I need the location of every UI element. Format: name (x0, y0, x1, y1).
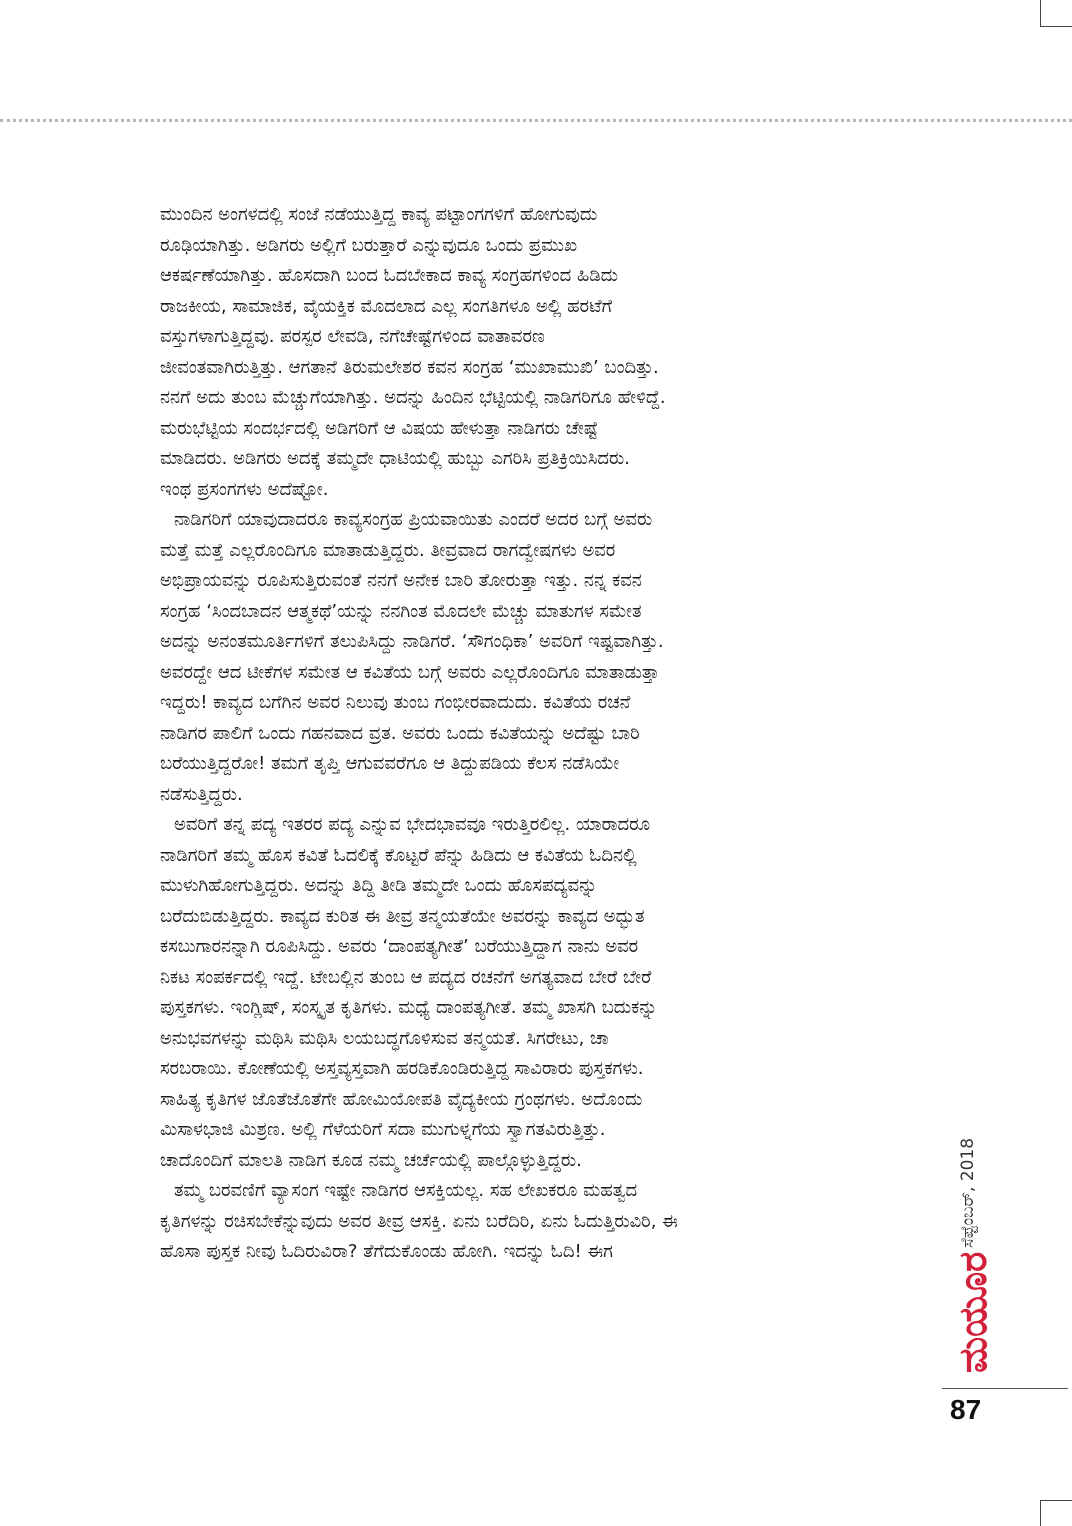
magazine-logo: ಮಯೂರ (951, 1251, 995, 1373)
article-line: ರಾಜಕೀಯ, ಸಾಮಾಜಿಕ, ವೈಯಕ್ತಿಕ ಮೊದಲಾದ ಎಲ್ಲ ಸಂಗತಿಗಳೂ ಅಲ್ಲಿ ಹರಟೆಗೆ (160, 295, 613, 317)
article-line: ಚಾದೊಂದಿಗೆ ಮಾಲತಿ ನಾಡಿಗ ಕೂಡ ನಮ್ಮ ಚರ್ಚೆಯಲ್ಲಿ ಪಾಲ್ಗೊಳ್ಳುತ್ತಿದ್ದರು. (160, 1149, 582, 1171)
article-line: ಆಕರ್ಷಣೆಯಾಗಿತ್ತು. ಹೊಸದಾಗಿ ಬಂದ ಓದಬೇಕಾದ ಕಾವ್ಯ ಸಂಗ್ರಹಗಳಿಂದ ಹಿಡಿದು (160, 265, 619, 286)
article-line: ಕೃತಿಗಳನ್ನು ರಚಿಸಬೇಕೆನ್ನುವುದು ಅವರ ತೀವ್ರ ಆಸಕ್ತಿ. ಏನು ಬರೆದಿರಿ, ಏನು ಓದುತ್ತಿರುವಿರಿ, ಈ (160, 1210, 678, 1232)
article-line: ಅನುಭವಗಳನ್ನು ಮಥಿಸಿ ಮಥಿಸಿ ಲಯಬದ್ಧಗೊಳಿಸುವ ತನ್ಮಯತೆ. ಸಿಗರೇಟು, ಚಾ (160, 1027, 609, 1049)
article-line: ನಾಡಿಗರ ಪಾಲಿಗೆ ಒಂದು ಗಹನವಾದ ವ್ರತ. ಅವರು ಒಂದು ಕವಿತೆಯನ್ನು ಅದೆಷ್ಟು ಬಾರಿ (160, 722, 640, 744)
article-line: ಅವರಿಗೆ ತನ್ನ ಪದ್ಯ ಇತರರ ಪದ್ಯ ಎನ್ನುವ ಭೇದಭಾವವೂ ಇರುತ್ತಿರಲಿಲ್ಲ. ಯಾರಾದರೂ (174, 814, 651, 835)
article-line: ಬರೆದುಬಿಡುತ್ತಿದ್ದರು. ಕಾವ್ಯದ ಕುರಿತ ಈ ತೀವ್ರ ತನ್ಮಯತೆಯೇ ಅವರನ್ನು ಕಾವ್ಯದ ಅದ್ಭುತ (160, 905, 645, 927)
article-line: ಕಸಬುಗಾರನನ್ನಾಗಿ ರೂಪಿಸಿದ್ದು. ಅವರು ‘ದಾಂಪತ್ಯಗೀತೆ’ ಬರೆಯುತ್ತಿದ್ದಾಗ ನಾನು ಅವರ (160, 936, 639, 957)
article-line: ಮಾಡಿದರು. ಅಡಿಗರು ಅದಕ್ಕೆ ತಮ್ಮದೇ ಧಾಟಿಯಲ್ಲಿ ಹುಬ್ಬು ಎಗರಿಸಿ ಪ್ರತಿಕ್ರಿಯಿಸಿದರು. (160, 448, 630, 469)
article-line: ಸಾಹಿತ್ಯ ಕೃತಿಗಳ ಜೊತೆಜೊತೆಗೇ ಹೋಮಿಯೋಪತಿ ವೈದ್ಯಕೀಯ ಗ್ರಂಥಗಳು. ಅದೊಂದು (160, 1088, 643, 1110)
article-line: ಮರುಭೆಟ್ಟಿಯ ಸಂದರ್ಭದಲ್ಲಿ ಅಡಿಗರಿಗೆ ಆ ವಿಷಯ ಹೇಳುತ್ತಾ ನಾಡಿಗರು ಚೇಷ್ಟೆ (160, 417, 599, 439)
article-line: ನಾಡಿಗರಿಗೆ ತಮ್ಮ ಹೊಸ ಕವಿತೆ ಓದಲಿಕ್ಕೆ ಕೊಟ್ಟರೆ ಪೆನ್ನು ಹಿಡಿದು ಆ ಕವಿತೆಯ ಓದಿನಲ್ಲಿ (160, 844, 637, 866)
crop-mark-bottom (1040, 1500, 1072, 1526)
article-line: ಇಂಥ ಪ್ರಸಂಗಗಳು ಅದೆಷ್ಟೋ. (160, 478, 329, 500)
article-line: ಮಿಸಾಳಭಾಜಿ ಮಿಶ್ರಣ. ಅಲ್ಲಿ ಗೆಳೆಯರಿಗೆ ಸದಾ ಮುಗುಳ್ನಗೆಯ ಸ್ವಾಗತವಿರುತ್ತಿತ್ತು. (160, 1119, 606, 1140)
article-line: ವಸ್ತುಗಳಾಗುತ್ತಿದ್ದವು. ಪರಸ್ಪರ ಲೇವಡಿ, ನಗೆಚೇಷ್ಟೆಗಳಿಂದ ವಾತಾವರಣ (160, 326, 545, 347)
page-number-rule (942, 1388, 1068, 1389)
dotted-header-rule (0, 119, 1072, 122)
article-line: ಅದನ್ನು ಅನಂತಮೂರ್ತಿಗಳಿಗೆ ತಲುಪಿಸಿದ್ದು ನಾಡಿಗರೆ. ‘ಸೌಗಂಧಿಕಾ’ ಅವರಿಗೆ ಇಷ್ಟವಾಗಿತ್ತು. (160, 631, 664, 652)
issue-date: ಸೆಪ್ಟೆಂಬರ್, 2018 (958, 1137, 978, 1248)
article-line: ನಾಡಿಗರಿಗೆ ಯಾವುದಾದರೂ ಕಾವ್ಯಸಂಗ್ರಹ ಪ್ರಿಯವಾಯಿತು ಎಂದರೆ ಅದರ ಬಗ್ಗೆ ಅವರು (174, 509, 653, 530)
article-line: ಹೊಸಾ ಪುಸ್ತಕ ನೀವು ಓದಿರುವಿರಾ? ತೆಗೆದುಕೊಂಡು ಹೋಗಿ. ಇದನ್ನು ಓದಿ! ಈಗ (160, 1241, 613, 1262)
page-number: 87 (950, 1394, 982, 1425)
article-line: ಅವರದ್ದೇ ಆದ ಟೀಕೆಗಳ ಸಮೇತ ಆ ಕವಿತೆಯ ಬಗ್ಗೆ ಅವರು ಎಲ್ಲರೊಂದಿಗೂ ಮಾತಾಡುತ್ತಾ (160, 661, 660, 683)
crop-mark-top (1040, 0, 1072, 27)
article-line: ಸರಬರಾಯಿ. ಕೋಣೆಯಲ್ಲಿ ಅಸ್ತವ್ಯಸ್ತವಾಗಿ ಹರಡಿಕೊಂಡಿರುತ್ತಿದ್ದ ಸಾವಿರಾರು ಪುಸ್ತಕಗಳು. (160, 1058, 644, 1079)
article-line: ಮತ್ತೆ ಮತ್ತೆ ಎಲ್ಲರೊಂದಿಗೂ ಮಾತಾಡುತ್ತಿದ್ದರು. ತೀವ್ರವಾದ ರಾಗದ್ವೇಷಗಳು ಅವರ (160, 539, 616, 561)
article-line: ನನಗೆ ಅದು ತುಂಬ ಮೆಚ್ಚುಗೆಯಾಗಿತ್ತು. ಅದನ್ನು ಹಿಂದಿನ ಭೆಟ್ಟಿಯಲ್ಲಿ ನಾಡಿಗರಿಗೂ ಹೇಳಿದ್ದೆ. (160, 387, 666, 408)
article-line: ಇದ್ದರು! ಕಾವ್ಯದ ಬಗೆಗಿನ ಅವರ ನಿಲುವು ತುಂಬ ಗಂಭೀರವಾದುದು. ಕವಿತೆಯ ರಚನೆ (160, 692, 631, 713)
article-line: ಬರೆಯುತ್ತಿದ್ದರೋ! ತಮಗೆ ತೃಪ್ತಿ ಆಗುವವರೆಗೂ ಆ ತಿದ್ದುಪಡಿಯ ಕೆಲಸ ನಡೆಸಿಯೇ (160, 753, 620, 774)
article-line: ನಿಕಟ ಸಂಪರ್ಕದಲ್ಲಿ ಇದ್ದೆ. ಟೇಬಲ್ಲಿನ ತುಂಬ ಆ ಪದ್ಯದ ರಚನೆಗೆ ಅಗತ್ಯವಾದ ಬೇರೆ ಬೇರೆ (160, 966, 652, 988)
article-line: ಜೀವಂತವಾಗಿರುತ್ತಿತ್ತು. ಆಗತಾನೆ ತಿರುಮಲೇಶರ ಕವನ ಸಂಗ್ರಹ ‘ಮುಖಾಮುಖಿ’ ಬಂದಿತ್ತು. (160, 356, 659, 378)
article-line: ಮುಂದಿನ ಅಂಗಳದಲ್ಲಿ ಸಂಜೆ ನಡೆಯುತ್ತಿದ್ದ ಕಾವ್ಯ ಪಟ್ಟಾಂಗಗಳಿಗೆ ಹೋಗುವುದು (160, 204, 598, 225)
article-line: ಮುಳುಗಿಹೋಗುತ್ತಿದ್ದರು. ಅದನ್ನು ತಿದ್ದಿ ತೀಡಿ ತಮ್ಮದೇ ಒಂದು ಹೊಸಪದ್ಯವನ್ನು (160, 875, 598, 896)
article-line: ಅಭಿಪ್ರಾಯವನ್ನು ರೂಪಿಸುತ್ತಿರುವಂತೆ ನನಗೆ ಅನೇಕ ಬಾರಿ ತೋರುತ್ತಾ ಇತ್ತು. ನನ್ನ ಕವನ (160, 570, 642, 591)
article-line: ಪುಸ್ತಕಗಳು. ಇಂಗ್ಲಿಷ್, ಸಂಸ್ಕೃತ ಕೃತಿಗಳು. ಮಧ್ಯೆ ದಾಂಪತ್ಯಗೀತೆ. ತಮ್ಮ ಖಾಸಗಿ ಬದುಕನ್ನು (160, 997, 658, 1018)
article-line: ತಮ್ಮ ಬರವಣಿಗೆ ವ್ಯಾಸಂಗ ಇಷ್ಟೇ ನಾಡಿಗರ ಆಸಕ್ತಿಯಲ್ಲ. ಸಹ ಲೇಖಕರೂ ಮಹತ್ವದ (174, 1180, 638, 1201)
article-body (160, 200, 920, 1400)
article-line: ಸಂಗ್ರಹ ‘ಸಿಂದಬಾದನ ಆತ್ಮಕಥೆ’ಯನ್ನು ನನಗಿಂತ ಮೊದಲೇ ಮೆಚ್ಚು ಮಾತುಗಳ ಸಮೇತ (160, 600, 642, 622)
article-line: ನಡೆಸುತ್ತಿದ್ದರು. (160, 783, 243, 805)
article-line: ರೂಢಿಯಾಗಿತ್ತು. ಅಡಿಗರು ಅಲ್ಲಿಗೆ ಬರುತ್ತಾರೆ ಎನ್ನುವುದೂ ಒಂದು ಪ್ರಮುಖ (160, 234, 578, 256)
